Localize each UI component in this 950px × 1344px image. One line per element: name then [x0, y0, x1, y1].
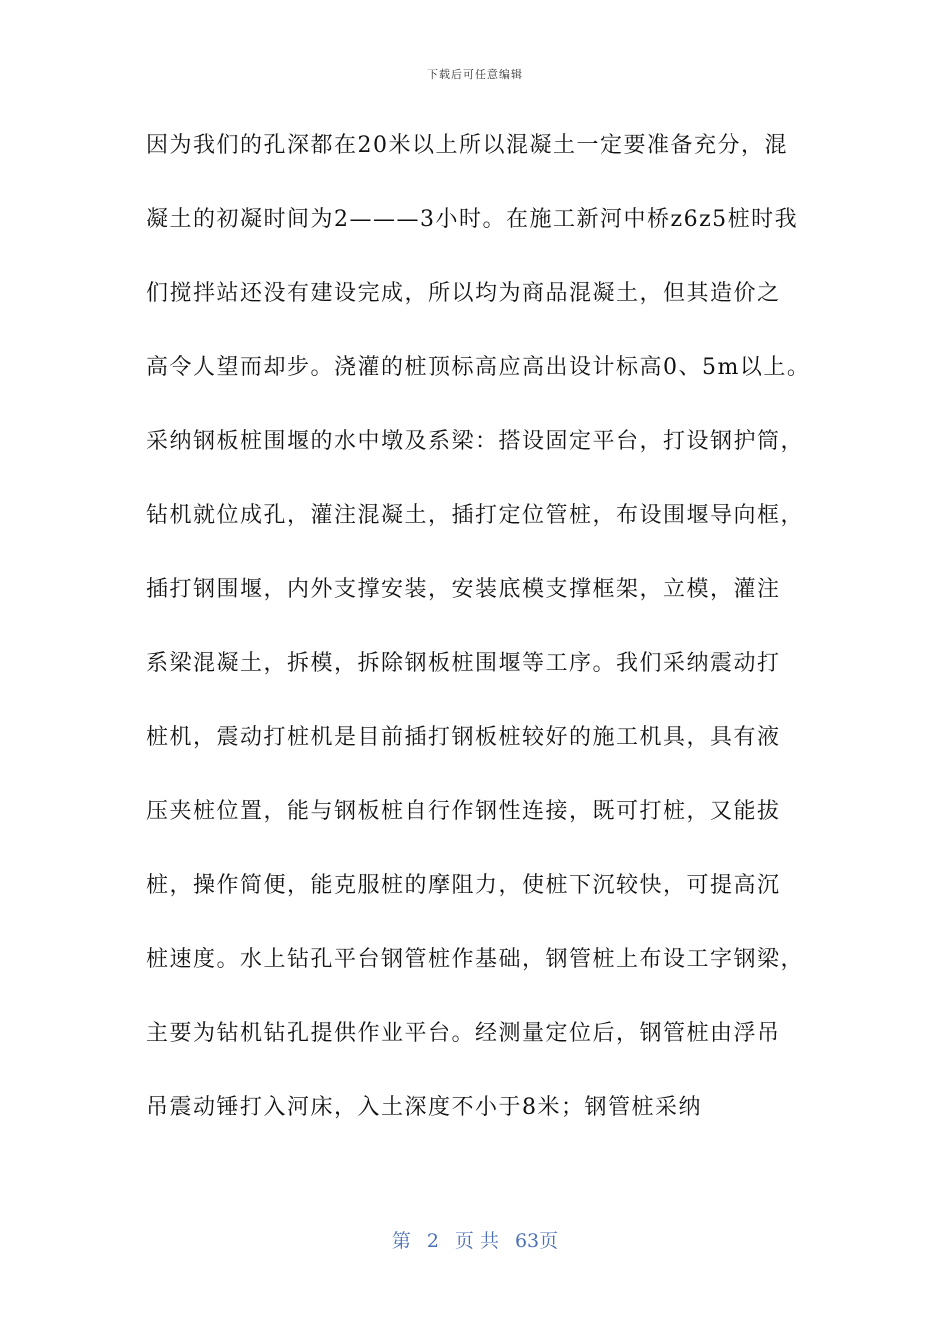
- body-line: 桩速度。水上钻孔平台钢管桩作基础，钢管桩上布设工字钢梁，: [146, 947, 805, 972]
- body-line: 吊震动锤打入河床，入土深度不小于8米；钢管桩采纳: [146, 1095, 702, 1120]
- body-line: 凝土的初凝时间为2———3小时。在施工新河中桥z6z5桩时我: [146, 207, 799, 232]
- body-line: 采纳钢板桩围堰的水中墩及系梁：搭设固定平台，打设钢护筒，: [146, 429, 805, 454]
- body-line: 们搅拌站还没有建设完成，所以均为商品混凝土，但其造价之: [146, 281, 781, 306]
- current-page-number: 2: [426, 1230, 439, 1252]
- page-header: 下载后可任意编辑: [427, 68, 523, 81]
- body-line: 桩，操作简便，能克服桩的摩阻力，使桩下沉较快，可提高沉: [146, 873, 781, 898]
- body-line: 高令人望而却步。浇灌的桩顶标高应高出设计标高0、5m以上。: [146, 355, 811, 380]
- footer-prefix: 第: [391, 1230, 411, 1252]
- body-line: 系梁混凝土，拆模，拆除钢板桩围堰等工序。我们采纳震动打: [146, 651, 781, 676]
- document-body: [146, 120, 811, 1156]
- footer-suffix: 页: [539, 1230, 559, 1252]
- body-line: 桩机，震动打桩机是目前插打钢板桩较好的施工机具，具有液: [146, 725, 781, 750]
- footer-middle: 页 共: [454, 1230, 499, 1252]
- body-line: 插打钢围堰，内外支撑安装，安装底模支撑框架，立模，灌注: [146, 577, 781, 602]
- body-line: 因为我们的孔深都在20米以上所以混凝土一定要准备充分，混: [146, 133, 788, 158]
- total-pages-number: 63: [514, 1230, 540, 1252]
- body-line: 主要为钻机钻孔提供作业平台。经测量定位后，钢管桩由浮吊: [146, 1021, 781, 1046]
- body-line: 压夹桩位置，能与钢板桩自行作钢性连接，既可打桩，又能拔: [146, 799, 781, 824]
- page-footer: [0, 1226, 950, 1253]
- body-line: 钻机就位成孔，灌注混凝土，插打定位管桩，布设围堰导向框，: [146, 503, 805, 528]
